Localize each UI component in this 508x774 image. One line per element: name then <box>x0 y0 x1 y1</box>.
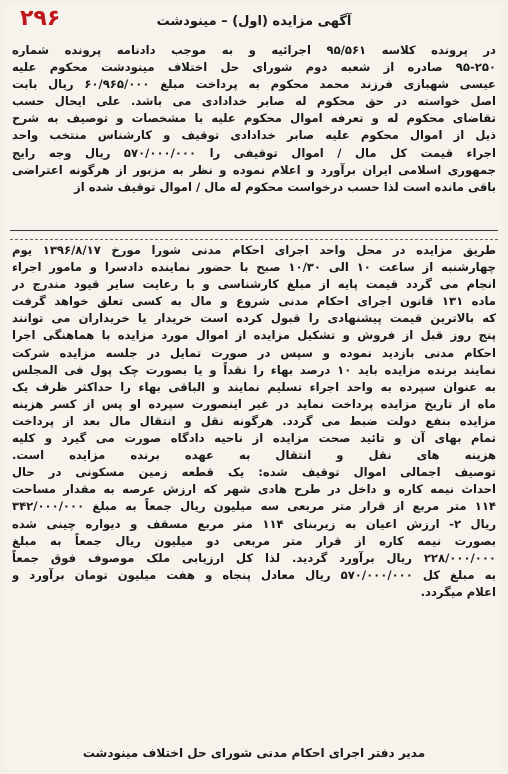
text-line: اجراء قیمت کل مال / اموال توقیفی را ۵۷۰/۰۰۰/۰۰۰ ریال وجه رایج <box>12 145 496 160</box>
notice-title: آگهی مزایده (اول) – مینودشت <box>156 14 352 29</box>
text-line: به مبلغ کل ۵۷۰/۰۰۰/۰۰۰ ریال معادل پنجاه و هفت میلیون تومان برآورد و <box>12 567 496 582</box>
notice-intro-paragraph <box>12 42 496 196</box>
signature-line: مدیر دفتر اجرای احکام مدنی شورای حل اختلاف مینودشت <box>82 746 426 760</box>
handwritten-number: ۲۹۶ <box>20 6 61 31</box>
text-line: ماه از تاریخ مزایده پرداخت نماید در غیر اینصورت سپرده او پس از کسر هزینه <box>12 396 496 411</box>
text-line: اعلام میگردد. <box>420 584 496 599</box>
text-line: پنج روز قبل از فروش و تشکیل مزایده از اموال مورد مزایده با هماهنگی اجرا <box>12 328 496 343</box>
text-line: احداث نیمه کاره و داخل در طرح هادی شهر که ارزش عرصه به مقدار مساحت <box>12 482 496 497</box>
notice-clipping <box>6 4 502 770</box>
notice-auction-paragraph <box>12 242 496 601</box>
text-line: تمام بهای آن و تائید صحت مزایده از ناحیه دادگاه صورت می گیرد و کلیه <box>12 431 496 446</box>
text-line: جمهوری اسلامی ایران برآورد و اعلام نموده و نظر به مزبور از هرگونه اعتراضی <box>12 162 496 177</box>
text-line: انجام می گردد قیمت پایه از مبلغ کارشناسی و با رعایت سایر قیود مندرج در <box>12 277 496 292</box>
text-line: که بالاترین قیمت پیشنهادی را قبول کرده است خریدار یا خریداران می توانند <box>12 311 496 326</box>
text-line: ۹۵-۲۵۰ صادره از شعبه دوم شورای حل اختلاف مینودشت محکوم علیه <box>12 60 496 75</box>
text-line: باقی مانده است لذا حسب درخواست محکوم له مال / اموال توقیف شده از <box>74 179 496 194</box>
text-line: هزینه های نقل و انتقال به عهده برنده مزایده است. <box>12 448 496 463</box>
text-line: به عنوان سپرده به واحد اجراء تسلیم نمایند و الباقی بهاء را حداکثر ظرف یک <box>12 379 496 394</box>
text-line: ۱۱۴ متر مربع از قرار متر مربعی سه میلیون ریال جمعاً به مبلغ ۳۴۲/۰۰۰/۰۰۰ <box>12 499 496 514</box>
text-line: ۲۲۸/۰۰۰/۰۰۰ ریال برآورد گردید. لذا کل ارزیابی ملک موصوف فوق جمعاً <box>12 550 496 565</box>
text-line: چهارشنبه از ساعت ۱۰ الی ۱۰/۳۰ صبح با حضور نماینده دادسرا و مامور اجراء <box>12 260 496 275</box>
text-line: توصیف اجمالی اموال توقیف شده: یک قطعه زمین مسکونی در حال <box>12 465 496 480</box>
text-line: ذیل از اموال محکوم علیه صابر خدادادی توقیف و کارشناس منتخب واحد <box>12 128 496 143</box>
text-line: تقاضای محکوم له و تعرفه اموال محکوم علیه با مشخصات و توصیف به شرح <box>12 111 496 126</box>
text-line: ماده ۱۳۱ قانون اجرای احکام مدنی شروع و مال به کسی تعلق خواهد گرفت <box>12 294 496 309</box>
section-divider <box>10 230 498 240</box>
text-line: بصورت نیمه کاره از قرار متر مربعی دو میلیون ریال جمعاً به مبلغ <box>12 533 496 548</box>
text-line: عیسی شهبازی فرزند محمد محکوم به پرداخت مبلغ ۶۰/۹۶۵/۰۰۰ ریال بابت <box>12 77 496 92</box>
text-line: در پرونده کلاسه ۹۵/۵۶۱ اجرائیه و به موجب دادنامه پرونده شماره <box>12 43 496 57</box>
text-line: اصل خواسته در حق محکوم له صابر خدادادی می باشد. علی ایحال حسب <box>12 94 496 109</box>
text-line: احکام مدنی بازدید نموده و سپس در صورت تمایل در جلسه مزایده شرکت <box>12 345 496 360</box>
text-line: طریق مزایده در محل واحد اجرای احکام مدنی شورا مورخ ۱۳۹۶/۸/۱۷ یوم <box>12 243 496 257</box>
text-line: مزایده بنفع دولت ضبط می گردد. هرگونه نقل و انتقال مال بعد از پرداخت <box>12 413 496 428</box>
text-line: ریال ۲- ارزش اعیان به زیربنای ۱۱۴ متر مربع مسقف و دیواره چینی شده <box>12 516 496 531</box>
text-line: نمایند برنده مزایده باید ۱۰ درصد بهاء را نقداً و یا بصورت چک پول فی المجلس <box>12 362 496 377</box>
